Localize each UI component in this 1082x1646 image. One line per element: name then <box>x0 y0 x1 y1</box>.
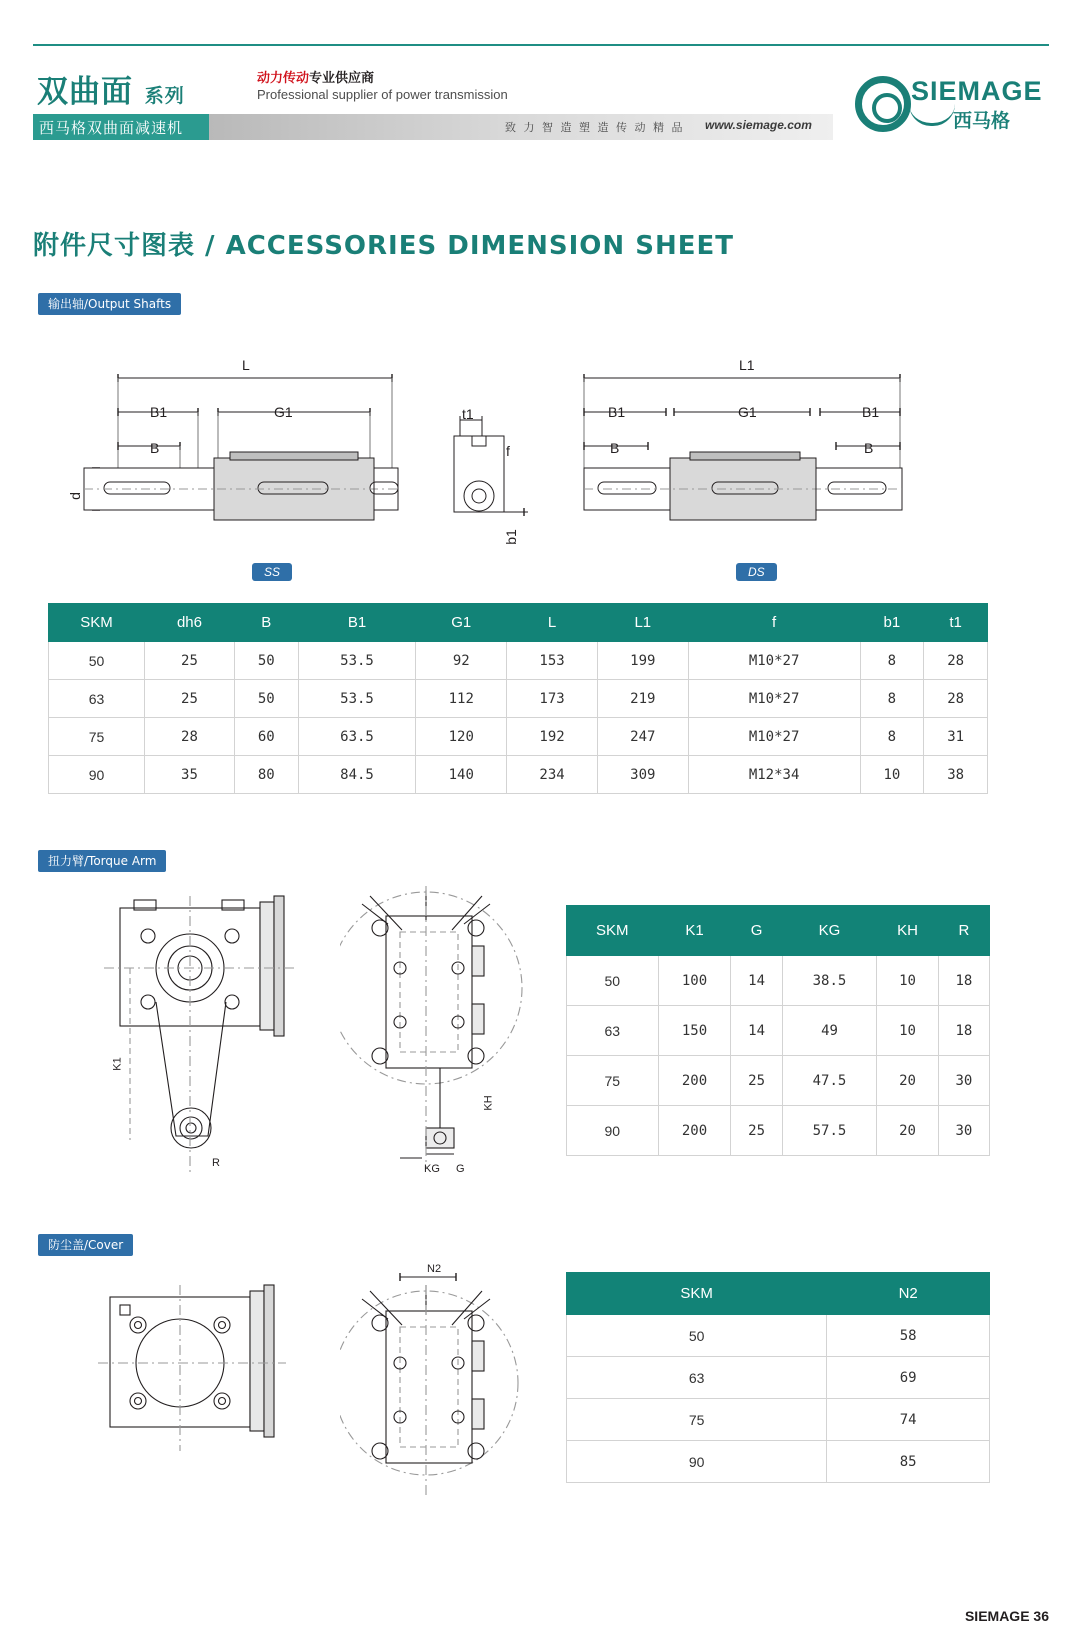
col-b1: B1 <box>298 604 416 642</box>
section-chip-cover: 防尘盖/Cover <box>38 1234 133 1256</box>
table-row: 90 200 25 57.5 20 30 <box>567 1106 990 1156</box>
header-tagline-en: Professional supplier of power transmission <box>257 87 508 102</box>
col-skm: SKM <box>567 906 659 956</box>
col-t1: t1 <box>924 604 988 642</box>
col-g: G <box>731 906 782 956</box>
label-b1: b1 <box>502 529 519 545</box>
label-f: f <box>506 443 510 459</box>
label-L: L <box>242 357 250 373</box>
badge-ss: SS <box>252 563 292 581</box>
col-l: L <box>507 604 598 642</box>
col-skm: SKM <box>567 1273 827 1315</box>
col-g1: G1 <box>416 604 507 642</box>
label-B1-ds-right: B1 <box>862 404 880 420</box>
label-G1-left: G1 <box>274 404 293 420</box>
cover-side-drawing <box>340 1265 540 1505</box>
logo-wordmark-cn: 西马格 <box>953 110 1011 132</box>
header-band-cn: 西马格双曲面减速机 <box>39 119 184 137</box>
label-B1-left: B1 <box>150 404 168 420</box>
header-tagline-cn: 动力传动专业供应商 <box>257 71 375 86</box>
table-row: 75 200 25 47.5 20 30 <box>567 1056 990 1106</box>
col-l1: L1 <box>597 604 688 642</box>
section-chip-output-shafts: 输出轴/Output Shafts <box>38 293 181 315</box>
label-G1-ds: G1 <box>738 404 757 420</box>
page-header <box>33 62 1049 157</box>
label-K1-arm: K1 <box>111 1057 124 1071</box>
section-chip-torque-arm: 扭力臂/Torque Arm <box>38 850 166 872</box>
col-f: f <box>688 604 860 642</box>
col-dh6: dh6 <box>145 604 235 642</box>
table-row: 50 100 14 38.5 10 18 <box>567 956 990 1006</box>
cover-table <box>566 1272 990 1483</box>
page-footer: SIEMAGE 36 <box>964 1608 1049 1624</box>
col-b1-key: b1 <box>860 604 924 642</box>
table-row: 90 85 <box>567 1441 990 1483</box>
header-band-slogan: 致 力 智 造 塑 造 传 动 精 品 <box>505 121 685 134</box>
table-header-row <box>49 604 988 642</box>
table-row: 90 35 80 84.5 140 234 309 M12*34 10 38 <box>49 756 988 794</box>
table-row: 75 28 60 63.5 120 192 247 M10*27 8 31 <box>49 718 988 756</box>
logo-wordmark: SIEMAGE <box>911 76 1043 106</box>
col-n2: N2 <box>827 1273 990 1315</box>
table-header-row <box>567 1273 990 1315</box>
output-shafts-table <box>48 603 988 794</box>
torque-arm-side-drawing <box>340 876 540 1176</box>
table-row: 63 25 50 53.5 112 173 219 M10*27 8 28 <box>49 680 988 718</box>
table-row: 50 25 50 53.5 92 153 199 M10*27 8 28 <box>49 642 988 680</box>
label-N2-cover: N2 <box>427 1263 442 1275</box>
label-t1: t1 <box>462 406 474 422</box>
header-band-url: www.siemage.com <box>705 118 812 132</box>
col-k1: K1 <box>658 906 731 956</box>
torque-arm-table <box>566 905 990 1156</box>
output-shaft-ds-drawing <box>570 350 990 595</box>
col-r: R <box>938 906 989 956</box>
torque-arm-front-drawing <box>90 890 320 1180</box>
table-row: 63 69 <box>567 1357 990 1399</box>
label-R-arm: R <box>212 1157 220 1169</box>
badge-ds: DS <box>736 563 777 581</box>
table-row: 75 74 <box>567 1399 990 1441</box>
gear-icon <box>855 76 911 132</box>
label-B-left: B <box>150 440 160 456</box>
label-KH-arm: KH <box>482 1095 495 1111</box>
siemage-logo <box>849 70 1049 142</box>
col-b: B <box>234 604 298 642</box>
header-title-cn: 双曲面 系列 <box>37 74 185 110</box>
cover-front-drawing <box>90 1275 320 1505</box>
label-KG-arm: KG <box>424 1163 440 1175</box>
label-B-ds-right: B <box>864 440 874 456</box>
col-kh: KH <box>877 906 938 956</box>
col-skm: SKM <box>49 604 145 642</box>
output-shaft-section-drawing <box>440 400 550 560</box>
table-header-row <box>567 906 990 956</box>
label-d: d <box>66 492 83 500</box>
table-row: 63 150 14 49 10 18 <box>567 1006 990 1056</box>
label-L1: L1 <box>739 357 755 373</box>
table-row: 50 58 <box>567 1315 990 1357</box>
label-B1-ds-left: B1 <box>608 404 626 420</box>
header-rule <box>33 44 1049 46</box>
col-kg: KG <box>782 906 877 956</box>
page-title: 附件尺寸图表 / ACCESSORIES DIMENSION SHEET <box>33 231 734 261</box>
label-G-arm: G <box>456 1163 465 1175</box>
label-B-ds-left: B <box>610 440 620 456</box>
swoosh-icon <box>909 104 955 126</box>
